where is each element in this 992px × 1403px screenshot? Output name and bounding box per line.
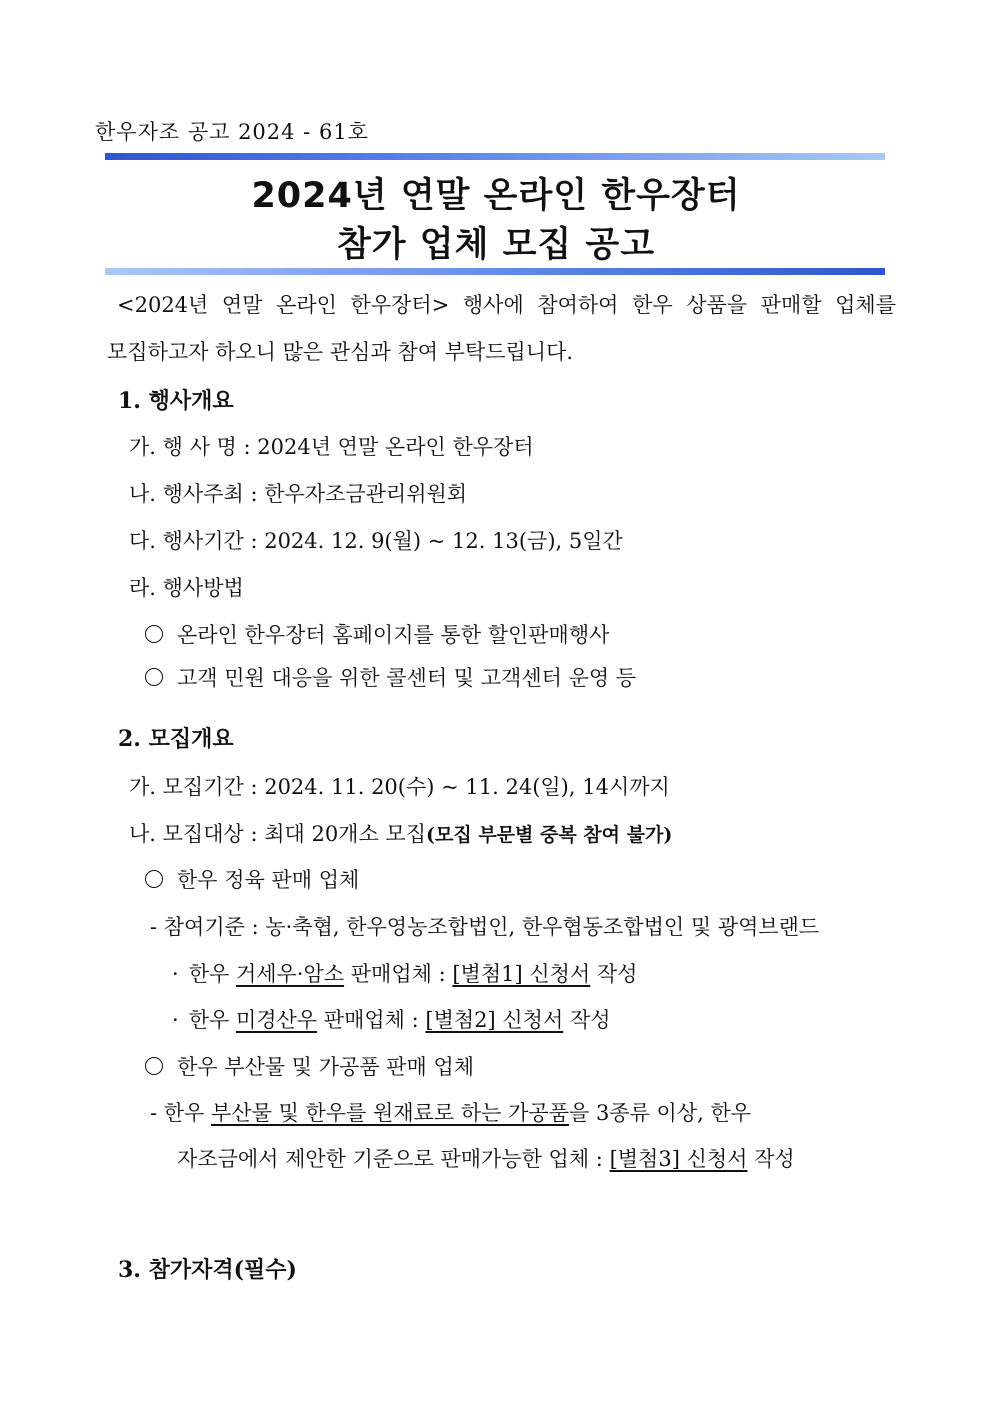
recruit-target-item <box>129 818 672 848</box>
sub1-category: 거세우·암소 <box>235 962 345 986</box>
method-bullet-2 <box>145 662 636 692</box>
title-bottom-bar <box>105 268 885 275</box>
sub2-prefix: 한우 <box>188 1008 230 1032</box>
event-host-item: 나. 행사주최 : 한우자조금관리위원회 <box>129 482 468 506</box>
category-byproduct-sellers-text: 한우 부산물 및 가공품 판매 업체 <box>177 1055 475 1079</box>
category-byproduct-sellers <box>145 1051 474 1081</box>
recruit-target-note: (모집 부문별 중복 참여 불가) <box>426 824 673 846</box>
sub-item-heifer <box>172 1004 611 1034</box>
sub2-category: 미경산우 <box>235 1008 318 1032</box>
method-bullet-2-text: 고객 민원 대응을 위한 콜센터 및 고객센터 운영 등 <box>177 666 637 690</box>
dot-bullet-icon: · <box>172 1008 179 1032</box>
intro-line-1: <2024년 연말 온라인 한우장터> 행사에 참여하여 한우 상품을 판매할 업체를 <box>117 293 896 317</box>
method-bullet-1-text: 온라인 한우장터 홈페이지를 통한 할인판매행사 <box>177 623 610 647</box>
document-title-line2: 참가 업체 모집 공고 <box>336 225 656 265</box>
sub1-suffix: 작성 <box>596 962 638 986</box>
byproduct-criteria-line1 <box>150 1097 751 1127</box>
category-meat-sellers <box>145 864 359 894</box>
byproduct-condition: 을 3종류 이상, 한우 <box>568 1101 752 1125</box>
title-top-bar <box>105 153 885 160</box>
notice-number: 한우자조 공고 2024 - 61호 <box>95 120 369 144</box>
section2-heading: 2. 모집개요 <box>118 726 234 752</box>
document-title-line1: 2024년 연말 온라인 한우장터 <box>251 176 741 216</box>
attachment2-form-link: [별첨2] 신청서 <box>425 1008 564 1032</box>
attachment3-form-link: [별첨3] 신청서 <box>609 1147 748 1171</box>
byproduct-prefix: - 한우 <box>150 1101 205 1125</box>
event-period-item: 다. 행사기간 : 2024. 12. 9(월) ~ 12. 13(금), 5일간 <box>129 529 623 553</box>
circle-bullet-icon <box>145 668 163 686</box>
sub1-prefix: 한우 <box>188 962 230 986</box>
event-name-item: 가. 행 사 명 : 2024년 연말 온라인 한우장터 <box>129 435 534 459</box>
dot-bullet-icon: · <box>172 962 179 986</box>
participation-criteria: - 참여기준 : 농·축협, 한우영농조합법인, 한우협동조합법인 및 광역브랜드 <box>150 915 820 939</box>
recruit-target-text: 나. 모집대상 : 최대 20개소 모집 <box>129 822 426 846</box>
byproduct-criteria-line2 <box>177 1143 795 1173</box>
intro-line-2: 모집하고자 하오니 많은 관심과 참여 부탁드립니다. <box>107 340 574 364</box>
circle-bullet-icon <box>145 1057 163 1075</box>
section3-heading: 3. 참가자격(필수) <box>118 1257 297 1283</box>
recruit-period-item: 가. 모집기간 : 2024. 11. 20(수) ~ 11. 24(일), 14시까지 <box>129 775 670 799</box>
sub2-suffix: 작성 <box>569 1008 611 1032</box>
circle-bullet-icon <box>145 625 163 643</box>
sub-item-steer-cow <box>172 958 637 988</box>
byproduct-line2-suffix: 작성 <box>754 1147 795 1171</box>
category-meat-sellers-text: 한우 정육 판매 업체 <box>177 868 360 892</box>
event-method-item: 라. 행사방법 <box>129 576 244 600</box>
byproduct-line2-text: 자조금에서 제안한 기준으로 판매가능한 업체 : <box>177 1147 603 1171</box>
byproduct-category: 부산물 및 한우를 원재료로 하는 가공품 <box>211 1101 569 1125</box>
section1-heading: 1. 행사개요 <box>118 388 234 414</box>
method-bullet-1 <box>145 619 609 649</box>
attachment1-form-link: [별첨1] 신청서 <box>452 962 591 986</box>
sub2-label: 판매업체 : <box>323 1008 419 1032</box>
sub1-label: 판매업체 : <box>350 962 446 986</box>
circle-bullet-icon <box>145 870 163 888</box>
